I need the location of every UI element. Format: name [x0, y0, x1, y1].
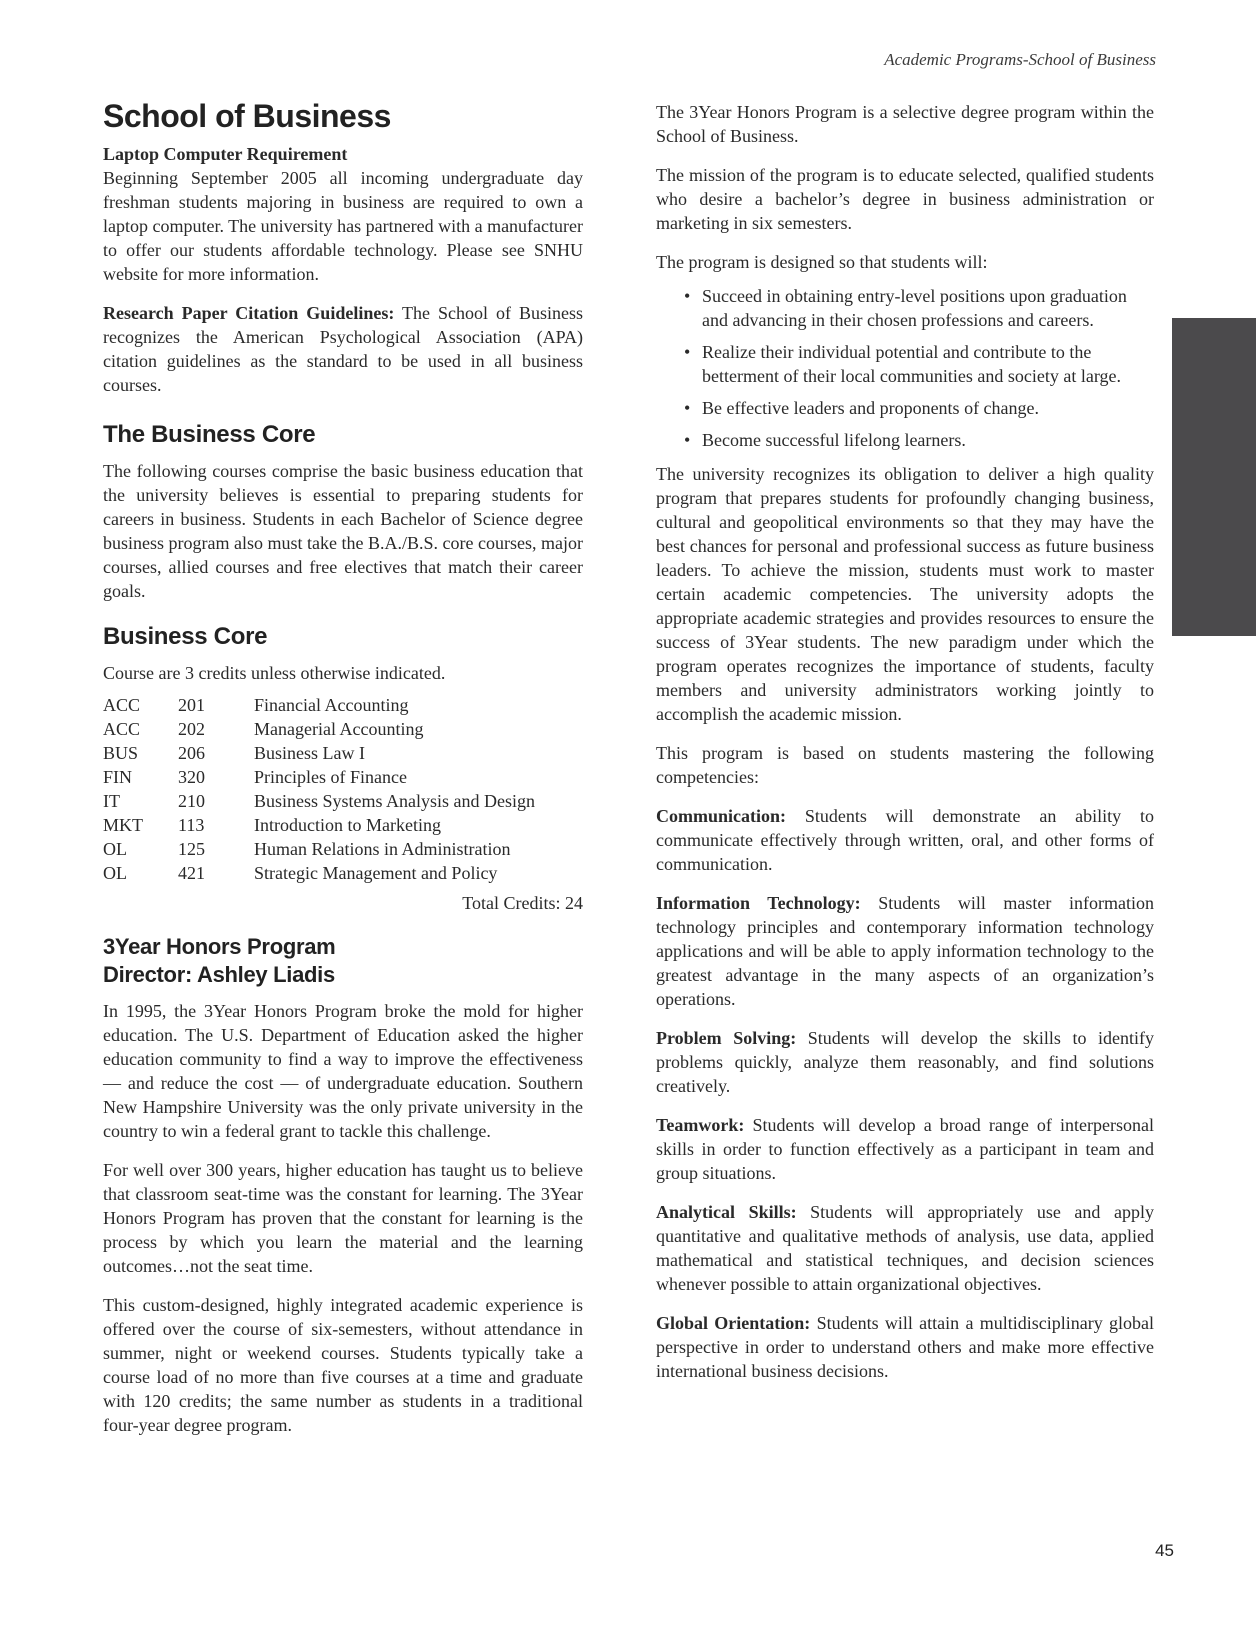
course-dept: OL — [103, 839, 127, 859]
course-title: Financial Accounting — [254, 695, 409, 715]
competency-item — [656, 1113, 1154, 1185]
table-row — [103, 837, 583, 861]
competency-label: Problem Solving: — [656, 1028, 797, 1048]
course-dept: ACC — [103, 695, 141, 715]
course-dept: MKT — [103, 815, 143, 835]
table-row — [103, 693, 583, 717]
course-number: 202 — [178, 719, 205, 739]
list-item: • Become successful lifelong learners. — [702, 428, 1154, 452]
intro-paragraph: The mission of the program is to educate selected, qualified students who desire a bachelor’s degree in business administration or marketing in six semesters. — [656, 165, 1154, 233]
list-item: • Be effective leaders and proponents of change. — [702, 396, 1154, 420]
competency-text: Students will demonstrate an ability to communicate effectively through written, oral, and other forms of communication. — [656, 806, 1154, 874]
table-row — [103, 765, 583, 789]
honors-paragraph: For well over 300 years, higher education has taught us to believe that classroom seat-time was the constant for learning. The 3Year Honors Program has proven that the constant for learning is the process by which you learn the material and the learning outcomes…not the seat time. — [103, 1160, 583, 1276]
competency-item — [656, 891, 1154, 1011]
business-core-section-body: The following courses comprise the basic business education that the university believes is essential to preparing students for careers in business. Students in each Bachelor of Science degree business program also must take the B.A./B.S. core courses, major courses, allied courses and free electives that match their career goals. — [103, 461, 583, 601]
page-number: 45 — [1155, 1541, 1174, 1560]
total-credits: Total Credits: 24 — [462, 893, 583, 913]
citation-body: The School of Business recognizes the American Psychological Association (APA) citation guidelines as the standard to be used in all business courses. — [103, 303, 583, 395]
table-row — [103, 789, 583, 813]
course-dept: FIN — [103, 767, 133, 787]
course-title: Human Relations in Administration — [254, 839, 511, 859]
course-number: 201 — [178, 695, 205, 715]
competency-text: Students will develop the skills to identify problems quickly, analyze them reasonably, and find solutions creatively. — [656, 1028, 1154, 1096]
honors-director: Director: Ashley Liadis — [103, 962, 335, 987]
competency-label: Communication: — [656, 806, 786, 826]
table-row — [103, 717, 583, 741]
running-header: Academic Programs-School of Business — [884, 50, 1156, 69]
course-dept: BUS — [103, 743, 139, 763]
business-core-section-heading: The Business Core — [103, 421, 316, 448]
competency-text: Students will develop a broad range of interpersonal skills in order to function effectively as a participant in team and group situations. — [656, 1115, 1154, 1183]
citation-guidelines — [103, 301, 583, 397]
competency-item — [656, 1026, 1154, 1098]
course-title: Business Law I — [254, 743, 365, 763]
left-column — [103, 100, 583, 1452]
course-table — [103, 693, 583, 885]
course-number: 421 — [178, 863, 205, 883]
course-title: Introduction to Marketing — [254, 815, 441, 835]
course-number: 113 — [178, 815, 205, 835]
table-row — [103, 861, 583, 885]
page-title: School of Business — [103, 98, 391, 134]
laptop-body: Beginning September 2005 all incoming undergraduate day freshman students majoring in business are required to own a laptop computer. The university has partnered with a manufacturer to offer our students affordable technology. Please see SNHU website for more information. — [103, 168, 584, 284]
competency-item — [656, 1311, 1154, 1383]
citation-lead: Research Paper Citation Guidelines: — [103, 303, 395, 323]
competency-text: Students will attain a multidisciplinary global perspective in order to understand others and make more effective international business decisions. — [656, 1313, 1154, 1381]
course-number: 206 — [178, 743, 205, 763]
honors-paragraph: This custom-designed, highly integrated academic experience is offered over the course of six-semesters, without attendance in summer, night or weekend courses. Students typically take a course load of no more than five courses at a time and graduate with 120 credits; the same number as students in a traditional four-year degree program. — [103, 1295, 583, 1435]
honors-heading — [103, 933, 583, 989]
competency-text: Students will appropriately use and apply quantitative and qualitative methods of analysis, use data, applied mathematical and statistical techniques, and decision sciences whenever possible to attain organizational objectives. — [656, 1202, 1154, 1294]
intro-paragraph: The program is designed so that students will: — [656, 252, 988, 272]
course-title: Strategic Management and Policy — [254, 863, 498, 883]
competency-label: Global Orientation: — [656, 1313, 811, 1333]
table-row — [103, 813, 583, 837]
course-number: 320 — [178, 767, 205, 787]
competencies-intro: This program is based on students mastering the following competencies: — [656, 743, 1154, 787]
course-title: Managerial Accounting — [254, 719, 424, 739]
outcomes-list — [656, 284, 1154, 452]
course-number: 210 — [178, 791, 205, 811]
section-thumb-tab — [1172, 318, 1256, 636]
course-title: Business Systems Analysis and Design — [254, 791, 536, 811]
table-row — [103, 741, 583, 765]
credits-note: Course are 3 credits unless otherwise indicated. — [103, 663, 446, 683]
laptop-heading: Laptop Computer Requirement — [103, 144, 348, 164]
honors-paragraph: In 1995, the 3Year Honors Program broke the mold for higher education. The U.S. Department of Education asked the higher education community to find a way to improve the effectiveness — and reduce the cost — of undergraduate education. Southern New Hampshire University was the only private university in the country to win a federal grant to tackle this challenge. — [103, 1001, 583, 1141]
course-dept: OL — [103, 863, 127, 883]
honors-title: 3Year Honors Program — [103, 934, 336, 959]
course-number: 125 — [178, 839, 205, 859]
competency-text: Students will master information technology principles and contemporary information technology applications and will be able to apply information technology to the greatest advantage in the many aspects of an organization’s operations. — [656, 893, 1154, 1009]
competency-label: Analytical Skills: — [656, 1202, 797, 1222]
list-item: • Succeed in obtaining entry-level positions upon graduation and advancing in their chosen professions and careers. — [702, 284, 1154, 332]
competency-label: Teamwork: — [656, 1115, 745, 1135]
business-core-list-heading: Business Core — [103, 623, 268, 650]
course-title: Principles of Finance — [254, 767, 407, 787]
course-dept: ACC — [103, 719, 141, 739]
laptop-requirement — [103, 142, 583, 286]
right-column — [656, 100, 1154, 1398]
course-dept: IT — [103, 791, 120, 811]
obligation-paragraph: The university recognizes its obligation to deliver a high quality program that prepares students for profoundly changing business, cultural and geopolitical environments so that they may have the best chances for personal and professional success as future business leaders. To achieve the mission, students must work to master certain academic competencies. The university adopts the appropriate academic strategies and provides resources to ensure the success of 3Year students. The new paradigm under which the program operates recognizes the importance of students, faculty members and university administrators working jointly to accomplish the academic mission. — [656, 464, 1154, 724]
competency-label: Information Technology: — [656, 893, 861, 913]
competency-item — [656, 804, 1154, 876]
intro-paragraph: The 3Year Honors Program is a selective degree program within the School of Business. — [656, 102, 1154, 146]
list-item: • Realize their individual potential and contribute to the betterment of their local communities and society at large. — [702, 340, 1154, 388]
competency-item — [656, 1200, 1154, 1296]
